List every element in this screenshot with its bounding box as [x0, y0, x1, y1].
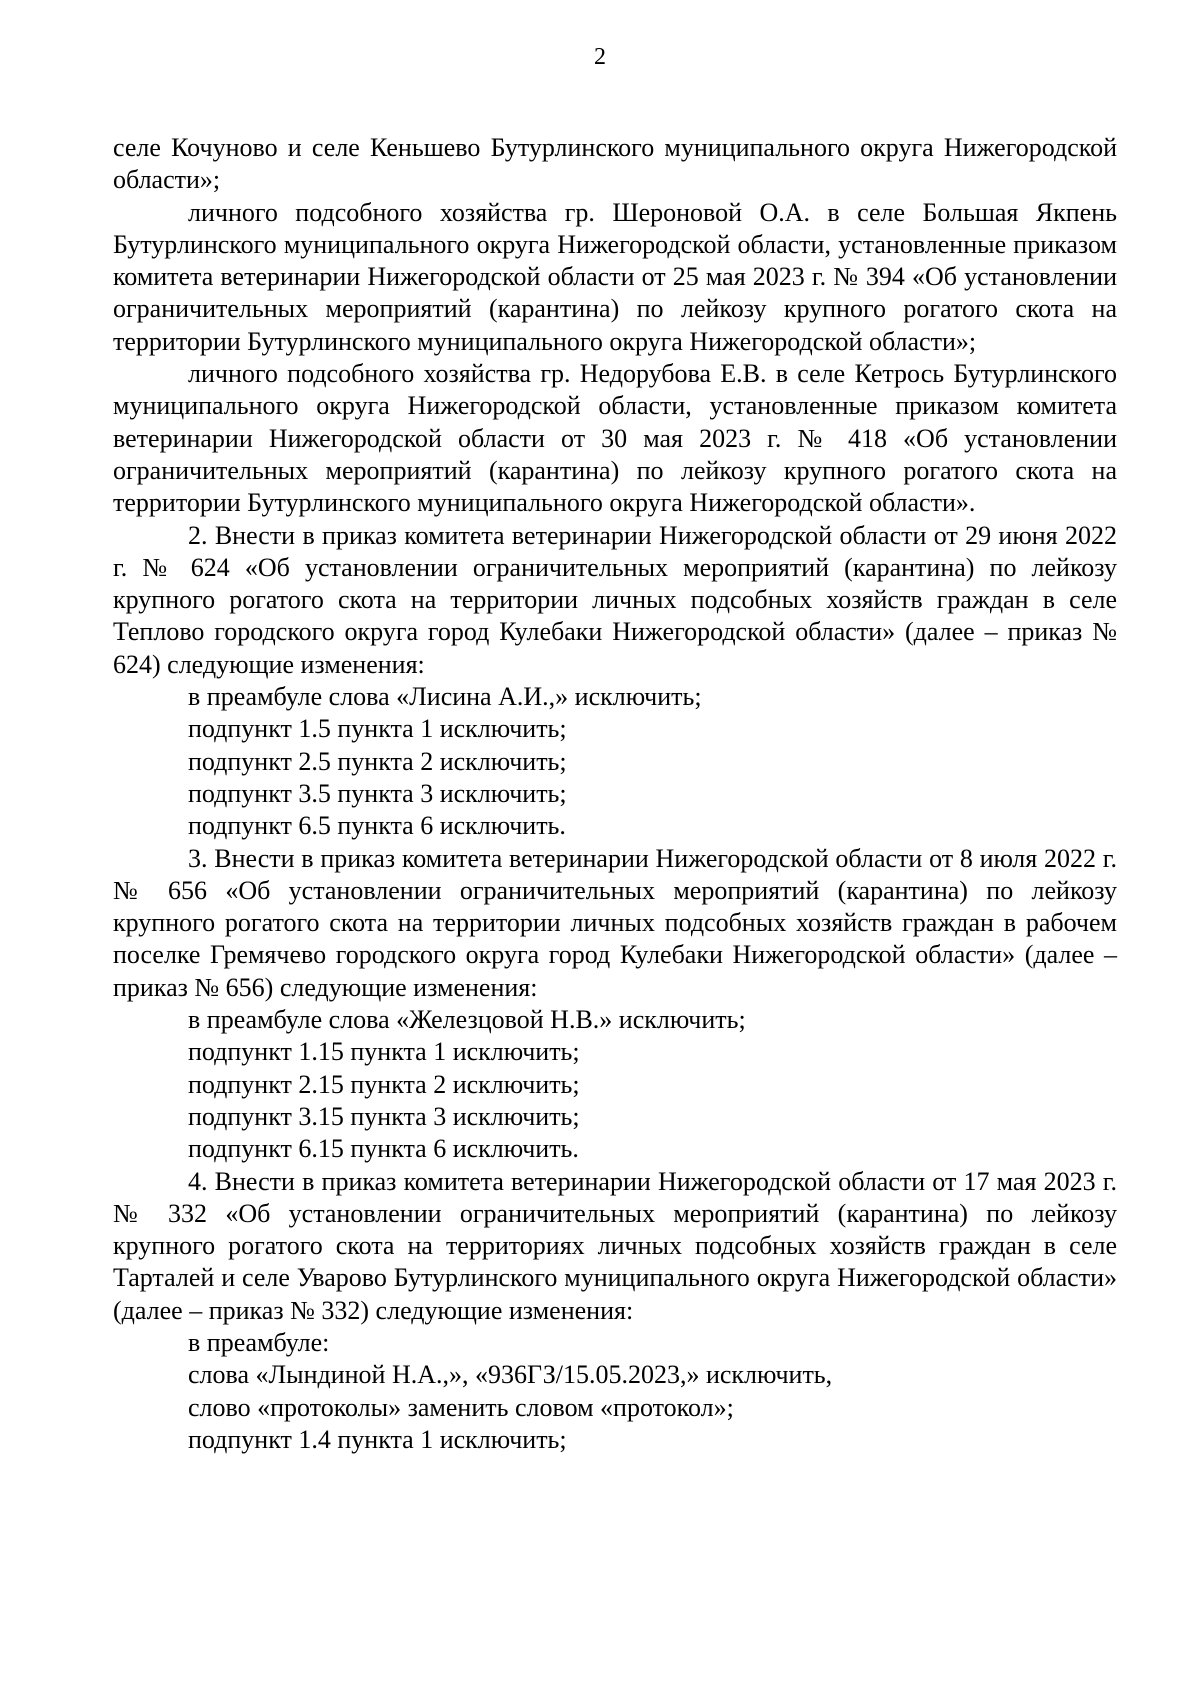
- paragraph: 4. Внести в приказ комитета ветеринарии Нижегородской области от 17 мая 2023 г. № 332 «Об установлении ограничительных мероприятий (карантина) по лейкозу крупного рогатого скота на территориях личных подсобных хозяйств граждан в селе Тарталей и селе Уварово Бутурлинского муниципального округа Нижегородской области» (далее – приказ № 332) следующие изменения:: [113, 1166, 1117, 1325]
- paragraph: подпункт 3.5 пункта 3 исключить;: [188, 778, 567, 808]
- page-number: 2: [594, 44, 606, 70]
- paragraph: в преамбуле слова «Железцовой Н.В.» исключить;: [188, 1005, 746, 1035]
- paragraph: личного подсобного хозяйства гр. Недорубова Е.В. в селе Кетрось Бутурлинского муниципального округа Нижегородской области, установленные приказом комитета ветеринарии Нижегородской области от 30 мая 2023 г. № 418 «Об установлении ограничительных мероприятий (карантина) по лейкозу крупного рогатого скота на территории Бутурлинского муниципального округа Нижегородской области».: [113, 359, 1117, 518]
- paragraph: личного подсобного хозяйства гр. Шероновой О.А. в селе Большая Якпень Бутурлинского муниципального округа Нижегородской области, установленные приказом комитета ветеринарии Нижегородской области от 25 мая 2023 г. № 394 «Об установлении ограничительных мероприятий (карантина) по лейкозу крупного рогатого скота на территории Бутурлинского муниципального округа Нижегородской области»;: [113, 197, 1117, 356]
- paragraph: подпункт 1.15 пункта 1 исключить;: [188, 1037, 580, 1067]
- paragraph: селе Кочуново и селе Кеньшево Бутурлинского муниципального округа Нижегородской области»;: [113, 133, 1117, 195]
- paragraph: слова «Лындиной Н.А.,», «936ГЗ/15.05.2023,» исключить,: [188, 1360, 833, 1390]
- paragraph: подпункт 1.4 пункта 1 исключить;: [188, 1424, 567, 1454]
- paragraph: в преамбуле:: [188, 1327, 330, 1357]
- paragraph: подпункт 3.15 пункта 3 исключить;: [188, 1101, 580, 1131]
- paragraph: 3. Внести в приказ комитета ветеринарии Нижегородской области от 8 июля 2022 г. № 656 «Об установлении ограничительных мероприятий (карантина) по лейкозу крупного рогатого скота на территории личных подсобных хозяйств граждан в рабочем поселке Гремячево городского округа город Кулебаки Нижегородской области» (далее – приказ № 656) следующие изменения:: [113, 843, 1117, 1002]
- paragraph: 2. Внести в приказ комитета ветеринарии Нижегородской области от 29 июня 2022 г. № 624 «Об установлении ограничительных мероприятий (карантина) по лейкозу крупного рогатого скота на территории личных подсобных хозяйств граждан в селе Теплово городского округа город Кулебаки Нижегородской области» (далее – приказ № 624) следующие изменения:: [113, 520, 1117, 679]
- paragraph: слово «протоколы» заменить словом «протокол»;: [188, 1392, 734, 1422]
- paragraph: подпункт 2.15 пункта 2 исключить;: [188, 1069, 580, 1099]
- paragraph: подпункт 6.5 пункта 6 исключить.: [188, 811, 566, 841]
- paragraph: подпункт 2.5 пункта 2 исключить;: [188, 746, 567, 776]
- document-body: [113, 132, 1117, 1456]
- paragraph: в преамбуле слова «Лисина А.И.,» исключить;: [188, 682, 702, 712]
- paragraph: подпункт 6.15 пункта 6 исключить.: [188, 1134, 579, 1164]
- paragraph: подпункт 1.5 пункта 1 исключить;: [188, 714, 567, 744]
